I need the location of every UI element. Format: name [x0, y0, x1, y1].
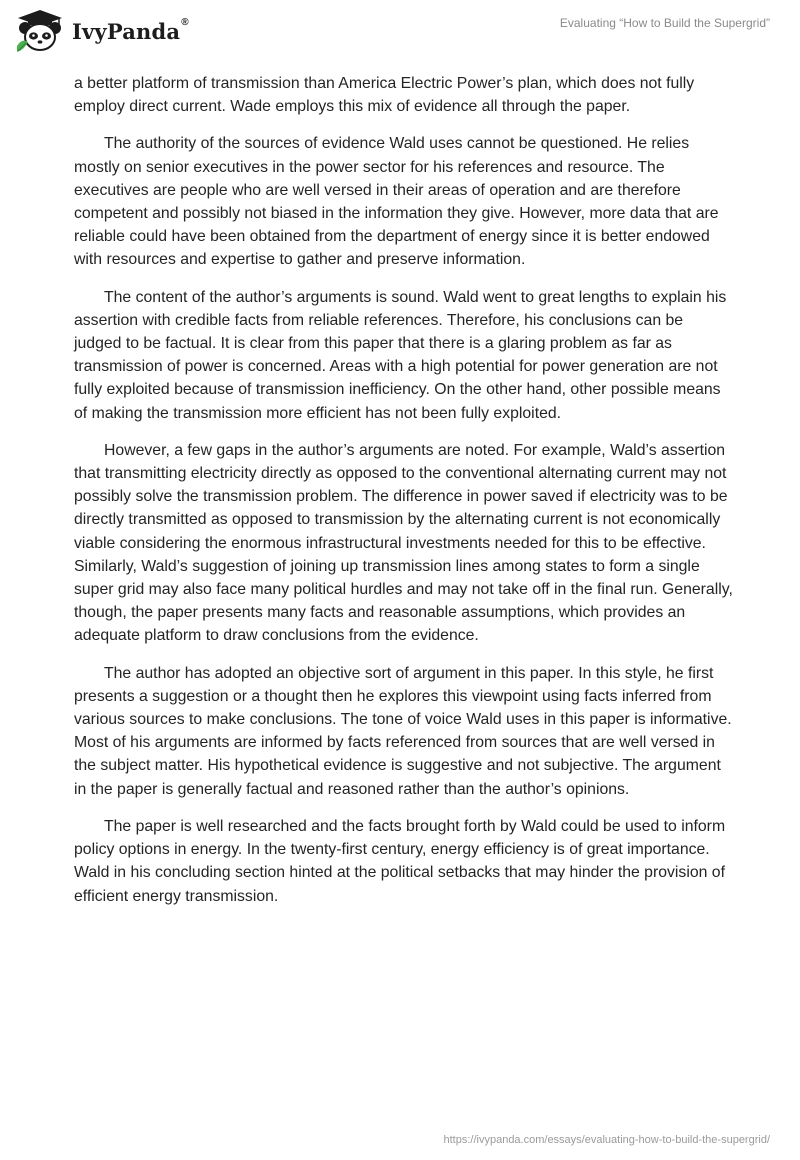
panda-graduate-icon: [14, 8, 66, 54]
document-title: Evaluating “How to Build the Supergrid”: [559, 16, 770, 30]
logo-text: [72, 16, 189, 44]
paragraph: The author has adopted an objective sort of argument in this paper. In this style, he first presents a suggestion or a thought then he explores this viewpoint using facts inferred from various sources to make conclusions. The tone of voice Wald uses in this paper is informative. Most of his arguments are informed by facts referenced from sources that are well versed in the subject matter. His hypothetical evidence is suggestive and not subjective. The argument in the paper is generally factual and reasoned rather than the author’s opinions.: [74, 664, 732, 798]
paragraph: However, a few gaps in the author’s arguments are noted. For example, Wald’s assertion that transmitting electricity directly as opposed to the conventional alternating current may not possibly solve the transmission problem. The difference in power saved if electricity was to be directly transmitted as opposed to transmission by the alternating current is not economically viable considering the enormous infrastructural investments needed for this to be effective. Similarly, Wald’s suggestion of joining up transmission lines among states to form a single super grid may also face many political hurdles and may not take off in the final run. Generally, though, the paper presents many facts and reasonable assumptions, which provides an adequate platform to draw conclusions from the evidence.: [74, 441, 733, 645]
essay-body: [74, 72, 734, 922]
registered-mark: ®: [181, 16, 189, 28]
ivypanda-logo[interactable]: [14, 8, 189, 54]
paragraph-continuation: a better platform of transmission than America Electric Power’s plan, which does not fully employ direct current. Wade employs this mix of evidence all through the paper.: [74, 75, 695, 116]
paragraph: The paper is well researched and the facts brought forth by Wald could be used to inform policy options in energy. In the twenty-first century, energy efficiency is of great importance. Wald in his concluding section hinted at the political setbacks that may hinder the provision of efficient energy transmission.: [74, 817, 726, 905]
logo-name: IvyPanda: [72, 18, 181, 44]
source-url[interactable]: https://ivypanda.com/essays/evaluating-how-to-build-the-supergrid/: [443, 1134, 770, 1146]
page-header: [0, 0, 800, 66]
paragraph: The authority of the sources of evidence Wald uses cannot be questioned. He relies mostly on senior executives in the power sector for his references and resource. The executives are people who are well versed in their areas of operation and are therefore competent and possibly not biased in the information they give. However, more data that are reliable could have been obtained from the department of energy since it is better endowed with resources and expertise to gather and preserve information.: [74, 135, 719, 269]
paragraph: The content of the author’s arguments is sound. Wald went to great lengths to explain his assertion with credible facts from reliable references. Therefore, his conclusions can be judged to be factual. It is clear from this paper that there is a glaring problem as far as transmission of power is concerned. Areas with a high potential for power generation are not fully exploited because of transmission inefficiency. On the other hand, other possible means of making the transmission more efficient has not been fully exploited.: [74, 288, 727, 422]
